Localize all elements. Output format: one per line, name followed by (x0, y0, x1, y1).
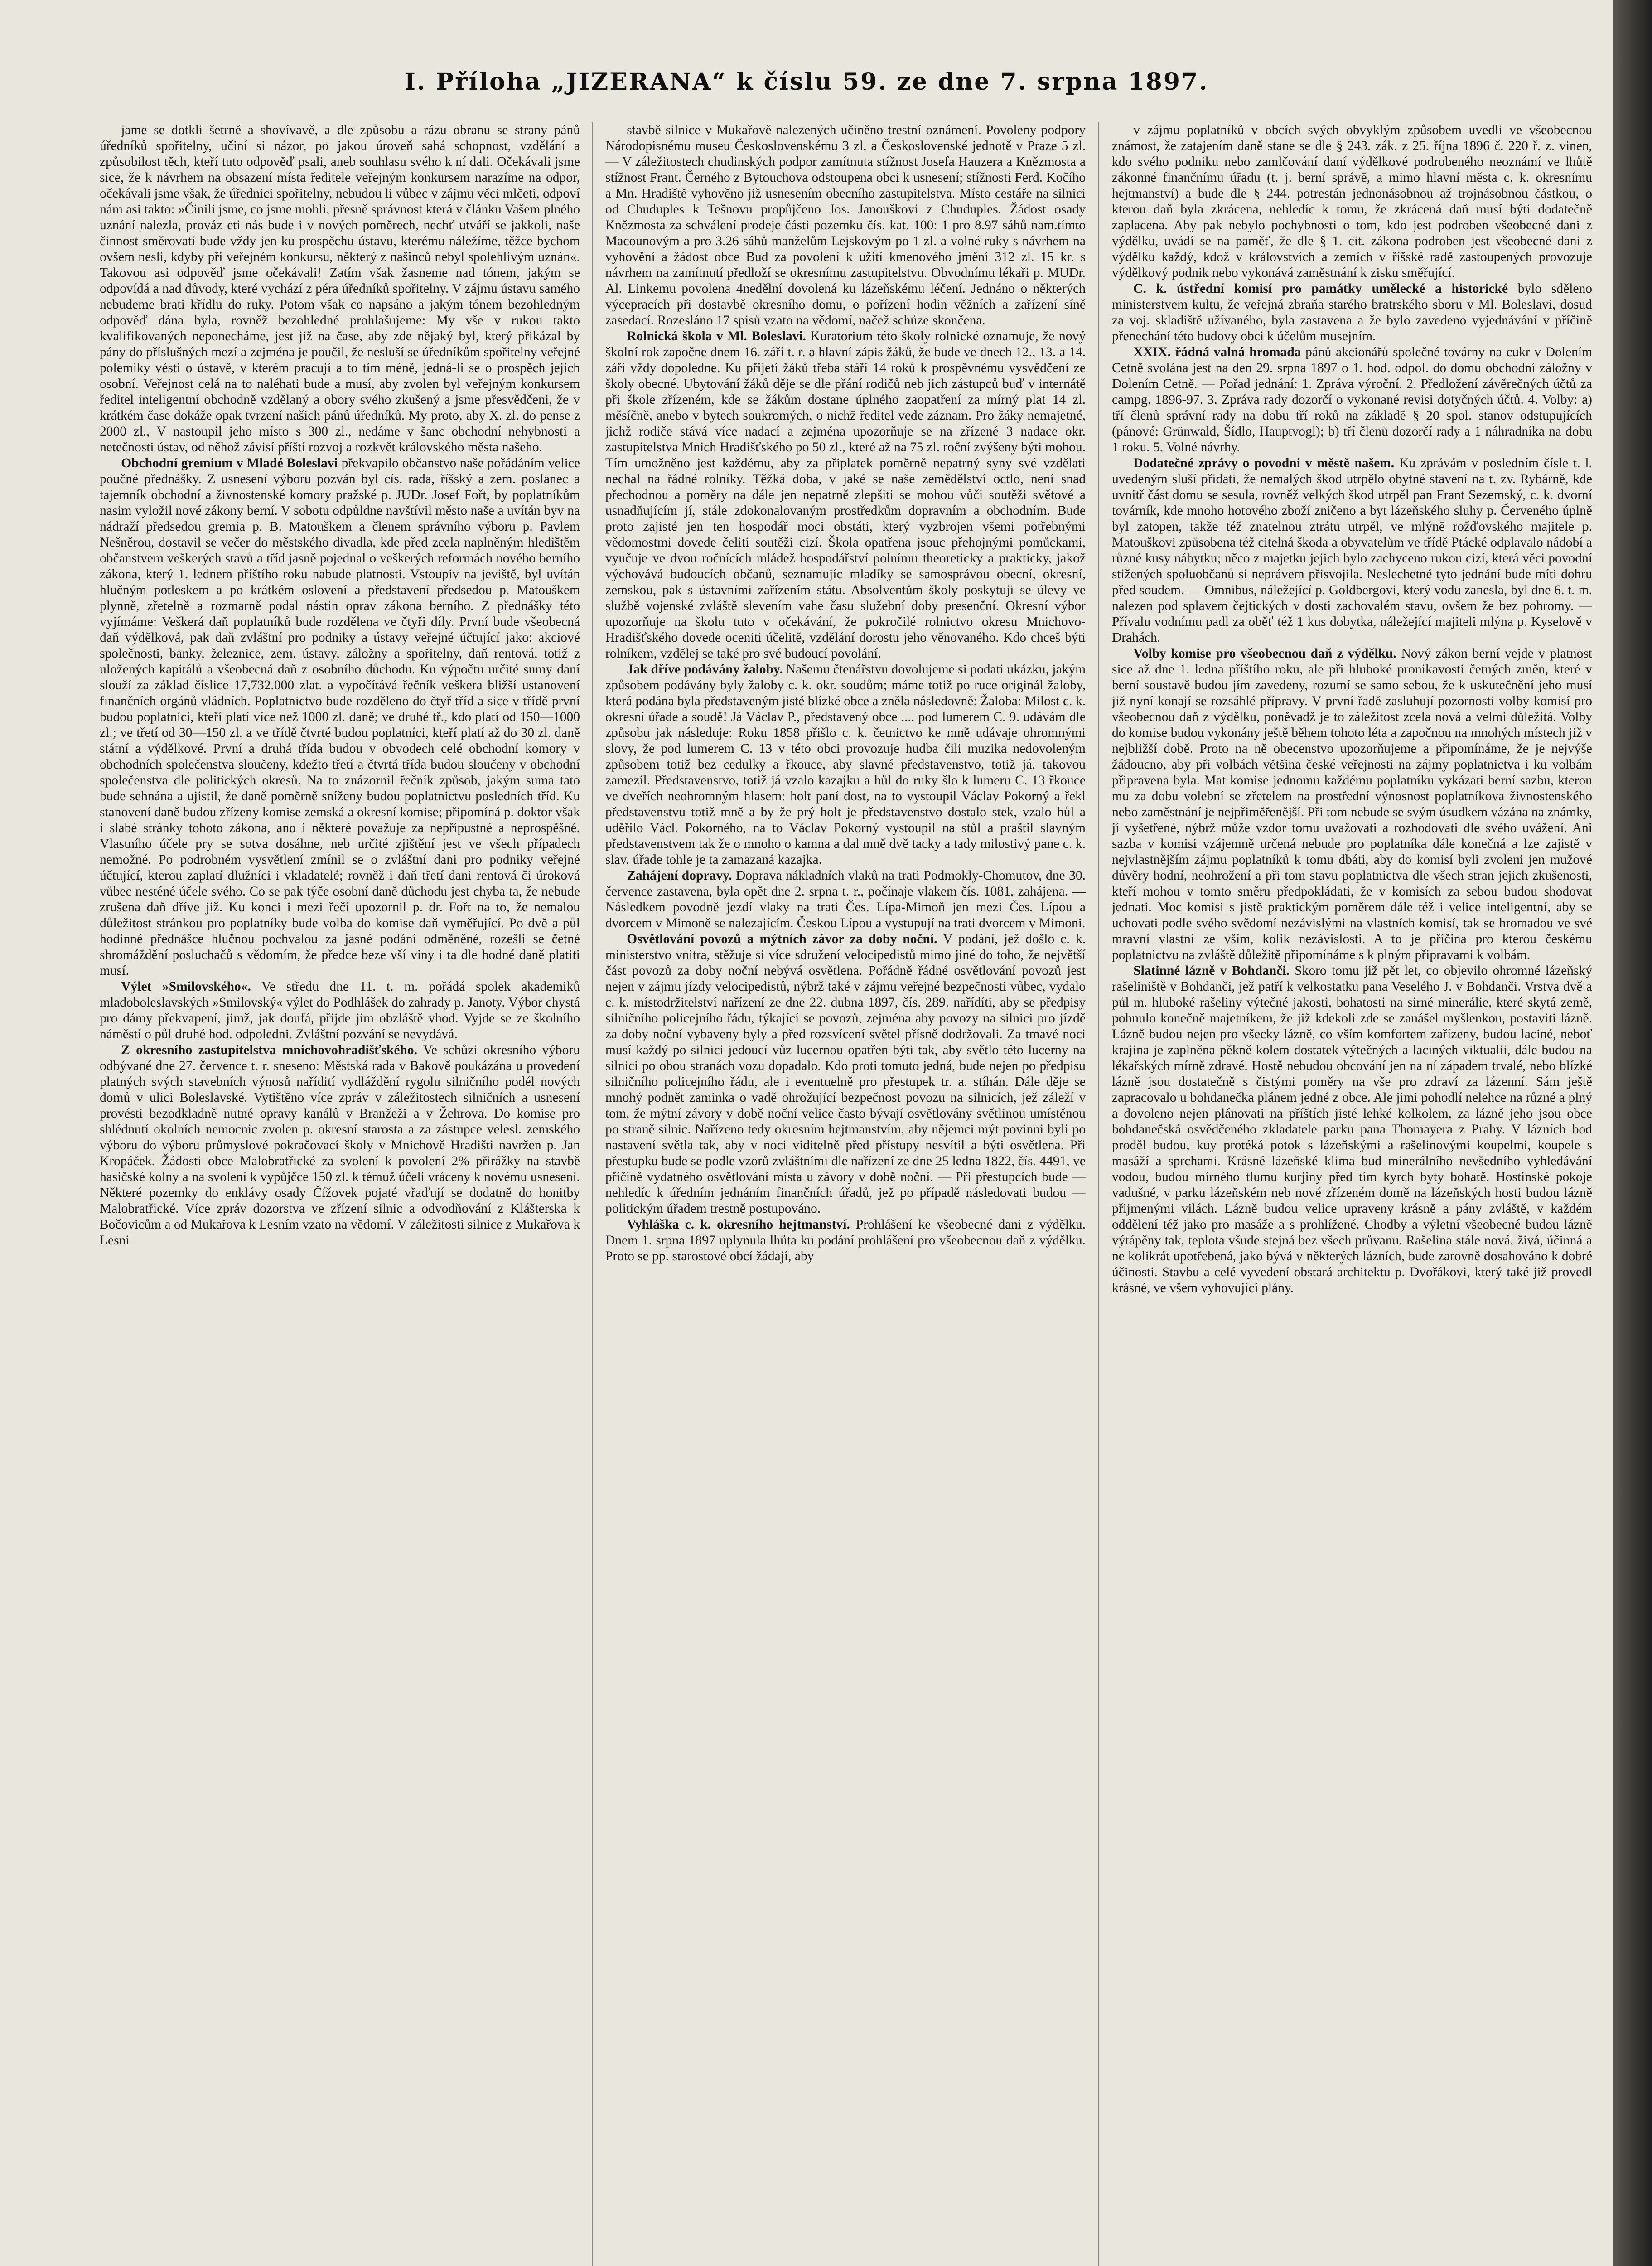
article-heading: Jak dříve podávány žaloby. (627, 662, 783, 677)
article-paragraph: stavbě silnice v Mukařově nalezených učiněno trestní oznámení. Povoleny podpory Národopisnému museu Československému 3 zl. a Československé jednotě v Praze 5 zl. — V záležitostech chudinských podpor zamítnuta stížnost Josefa Hauzera a Knězmosta a stížnost Frant. Černého z Bytouchova odstoupena obci k usnesení; stížnosti Ferd. Kočího a Mn. Hradiště vyhověno již usnesením obecního zastupitelstva. Místo cestáře na silnici od Chuduples k Tešnovu propůjčeno Jos. Janouškovi z Chuduples. Žádost osady Knězmosta za schválení prodeje části pozemku čís. kat. 100: 1 pro 8.97 sáhů nam.tímto Macounovým a pro 3.26 sáhů manželům Lejskovým po 1 zl. a volné ruky s návrhem na vyhovění a žádost obce Bud za povolení k užití kmenového jmění 312 zl. 15 kr. s návrhem na zamítnutí předloží se okresnímu zastupitelstvu. Obvodnímu lékaři p. MUDr. Al. Linkemu povolena 4nedělní dovolená ku lázeňskému léčení. Jednáno o některých výcepracích při dostavbě okresního domu, o pořízení hodin věžních a zařízení síně zasedací. Rozesláno 17 spisů vzato na vědomí, načež schůze skončena. (605, 123, 1086, 328)
page-header: I. Příloha „JIZERANA“ k číslu 59. ze dne 7. srpna 1897. (404, 68, 1209, 96)
article-paragraph: jame se dotkli šetrně a shovívavě, a dle způsobu a rázu obranu se strany pánů úředníků spořitelny, učiní si názor, po jakou úroveň sahá schopnost, vzdělání a způsobilost těch, kteří tuto odpověď psali, aneb souhlasu svého k ní dali. Očekávali jsme sice, že k návrhem na obsazení místa ředitele veřejným konkursem narazíme na odpor, očekávali jsme však, že úřednici spořitelny, nebudou li vůbec v zájmu věci mlčeti, odpoví nám asi takto: »Činili jsme, co jsme mohli, přesně správnost která v článku Vašem plného uznání nalezla, prováz eti nás bude i v nových poměrech, nechť utváří se jakkoli, naše činnost směrovati bude vždy jen ku prospěchu ústavu, kterému náležíme, těžce bychom ovšem nesli, kdyby při veřejném konkursu, některý z našinců nebyl spolehlivým uznán«. Takovou asi odpověď jsme očekávali! Zatím však žasneme nad tónem, jakým se odpovídá a nad důvody, které vychází z péra úředníků spořitelny. V zájmu ústavu samého nebudeme brati křídlu do ruky. Potom však co napsáno a jakým tónem bezohledným odpověď dána byla, rovněž bezohledné prohlašujeme: My vše v rukou takto kvalifikovaných neponecháme, jest již na čase, aby zde nějaký byl, který přikázal by pány do příslušných mezí a zejména je poučil, že nesluší se úředníkům spořitelny veřejné polemiky vésti o ústavě, v kterém pracují a to tím méně, jedná-li se o prospěch jejich osobní. Veřejnost celá na to naléhati bude a musí, aby zvolen byl veřejným konkursem ředitel inteligentní obchodně vzdělaný a obory svého zkušený a jsme přesvědčeni, že v krátkém čase dokáže opak tvrzení našich pánů úředníků. My proto, aby X. zl. do pense z 2000 zl., V nastoupil jeho místo s 300 zl., nedáme v šanc obchodní nehybnosti a netečnosti ústav, od něhož závisí příští rozvoj a rozkvět královského města našeho. (100, 123, 580, 455)
article-heading: Volby komise pro všeobecnou daň z výdělku. (1133, 646, 1396, 661)
article-heading: Z okresního zastupitelstva mnichovohradišťského. (121, 1043, 417, 1057)
article-paragraph: Volby komise pro všeobecnou daň z výdělku. Nový zákon berní vejde v platnost sice až dne 1. ledna příštího roku, ale při hluboké pronikavosti četných změn, které v berní soustavě budou jím zavedeny, rozumí se samo sebou, že k uskutečnění jeho musí již nyní konají se rozsáhlé přípravy. V první řadě zasluhují pozornosti volby komisí pro všeobecnou daň z výdělku, poněvadž je to záležitost zcela nová a velmi důležitá. Volby do komise budou vykonány ještě během tohoto léta a započnou na mnohých místech již v nejbližší době. Proto na ně obecenstvo upozorňujeme a připomínáme, že je nejvýše žádoucno, aby při volbách většina české veřejnosti na zájmy poplatnictva i ku volbám připravena byla. Mat komise jednomu každému poplatníku vykázati berní sazbu, kterou mu za dobu volební se zřetelem na prostřední výnosnost poplatníkova živnostenského nebo zaměstnání je nejpřiměřenější. Při tom nebude se svým úsudkem vázána na známky, jí vyšetřené, nýbrž může vzdor tomu uvažovati a rozhodovati dle svého uvážení. Ani sazba v komisi vzájemně určená nebude pro poplatníka dále konečná a lze zajistě v nejvlastnějším zájmu poplatníků k tomu dbáti, aby do komisí byli zvoleni jen mužové důvěry hodní, neohrožení a při tom stavu poplatnictva dle všech stran jejich zkušenosti, kteří mohou v tomto směru předpokládati, že v komisích za sebou budou shodovat jednati. Moc komisi s jistě praktickým poměrem dále též i velice inteligentní, aby se uchovati podle svého svědomí nezávislými na vlastních komisí, tak se hromadou ve své mravní vlastní ze vším, kolik nezávislosti. A to je příčina pro kterou českému poplatnictvu na zvláště důležitě připomínáme s k plným připravami k volbám. (1112, 646, 1592, 962)
article-heading: C. k. ústřední komisí pro památky umělecké a historické (1133, 281, 1508, 296)
article-paragraph: C. k. ústřední komisí pro památky umělecké a historické bylo sděleno ministerstvem kultu, že veřejná zbraňa starého bratrského sboru v Ml. Boleslavi, dosud za voj. skladiště užívaného, byla zastavena a že bylo zavedeno vyjednávání v příčině přenechání této budovy obci k účelům musejním. (1112, 281, 1592, 344)
column-rule (1098, 122, 1099, 2266)
article-paragraph: Rolnická škola v Ml. Boleslavi. Kuratorium této školy rolnické oznamuje, že nový školní rok započne dnem 16. září t. r. a hlavní zápis žáků, že bude ve dnech 12., 13. a 14. září vždy dopoledne. Ku přijetí žáků třeba stáří 14 roků k prospěvnému vysvědčení ze školy obecné. Ubytování žáků děje se dle přání rodičů neb jich zástupců buď v internátě při škole zřízeném, kde se žákům dostane úplného zaopatření za mírný plat 14 zl. měsíčně, anebo v bytech soukromých, o nichž ředitel vede záznam. Pro žáky nemajetné, jichž rodiče stává více nadací a zejména upozorňuje se na zřízené 3 nadace okr. zastupitelstva Mnich Hradišťského po 50 zl., které až na 75 zl. roční zvýšeny býti mohou. Tím umožněno jest každému, aby za připlatek poměrně nepatrný syny své vzdělati nechal na řádné rolníky. Těžká doba, v jaké se naše zemědělství octlo, není snad přechodnou a poměry na dále jen nepatrně zlepšiti se mohou vůči soutěži světové a usnadňujícím jí, stále zdokonalovaným prostředkům dopravním a obchodním. Bude proto zajisté jen ten hospodář moci obstáti, který vyzbrojen všemi potřebnými vědomostmi dovede čeliti soutěži cizí. Škola opatřena jsouc přehojnými pomůckami, vyučuje ve dvou ročnících mládež hospodářství polnímu theoreticky a prakticky, jakož výchovává budoucích občanů, seznamujíc mladíky se samosprávou obecní, okresní, zemskou, pak s ústavními zařízením státu. Absolventům školy poskytuji se úlevy ve službě vojenské zvláště slevením vahe času služební doby presenční. Okresní výbor upozorňuje na školu tuto v očekávání, že pokročilé rolnictvo okresu Mnichovo-Hradišťského dovede oceniti účelitě, vzdělání dorostu jeho věnovaného. Kdo chceš býti rolníkem, vzdělej se také pro své budoucí povolání. (605, 329, 1086, 661)
article-paragraph: Vyhláška c. k. okresního hejtmanství. Prohlášení ke všeobecné dani z výdělku. Dnem 1. srpna 1897 uplynula lhůta ku podání prohlášení pro všeobecnou daň z výdělku. Proto se pp. starostové obcí žádají, aby (605, 1217, 1086, 1264)
scan-edge (1613, 0, 1652, 2266)
article-paragraph: XXIX. řádná valná hromada pánů akcionářů společné továrny na cukr v Dolením Cetně svolána jest na den 29. srpna 1897 o 1. hod. odpol. do domu obchodní záložny v Dolením Cetně. — Pořad jednání: 1. Zpráva výroční. 2. Předložení závěrečných účtů za campg. 1896-97. 3. Zpráva rady dozorčí o vykonané revisi dotyčných účtů. 4. Volby: a) tří členů správní rady na dobu tří roků na základě § 20 spol. stanov odstupujících (pánové: Grünwald, Šídlo, Hauptvogl); b) tří členů dozorčí rady a 1 náhradníka na dobu 1 roku. 5. Volné návrhy. (1112, 345, 1592, 455)
article-paragraph: Výlet »Smilovského«. Ve středu dne 11. t. m. pořádá spolek akademiků mladoboleslavských »Smilovský« výlet do Podhlášek do zahrady p. Janoty. Výbor chystá pro dámy překvapení, jimž, jak doufá, přijde jim obzláště vhod. Vyjde se ze školního náměstí o půl druhé hod. odpoledni. Zvláštní pozvání se nevydává. (100, 979, 580, 1041)
article-paragraph: Osvětlování povozů a mýtních závor za doby noční. V podání, jež došlo c. k. ministerstvo vnitra, stěžuje si více sdružení velocipedistů mimo jiné do toho, že největší část povozů za doby noční nebývá osvětlena. Pořádně řádné osvětlování povozů jest nejen v zájmu jízdy velocipedistů, nýbrž také v zájmu veřejné bezpečnosti vůbec, vydalo c. k. místodržitelství nařízení ze dne 22. dubna 1897, čís. 289. nařídíti, aby se předpisy silničního policejního řádu, týkající se povozů, zejména aby povozy na silnici pro jízdě za doby noční vybaveny byly a před rozsvícení světel přísně dodržovali. Za tmavé noci musí každý po silnici jedoucí vůz lucernou opatřen býti tak, aby světlo této lucerny na silnici po obou stranách vozu dopadalo. Kdo proti tomuto jedná, bude nejen po předpisu silničního policejního řádu, ale i eventuelně pro přestupek tr. a. stíhán. Dále děje se mnohý podnět zaminka o vadě ohrožující bezpečnost povozu na silnicích, jež záleží v tom, že mýtní závory v době noční velice často bývají osvětlovány světlinou umístěnou po straně silnic. Nařízeno tedy okresním hejtmanstvím, aby nějemci mýt povinni byli po nastavení světla tak, aby v noci viditelně před přístupy nesvítil a býti osvětlena. Při přestupku bude se podle vzorů zvláštními dle nařízení ze dne 25 ledna 1822, čís. 4491, ve příčině vydatného osvětlování místa u závory v době noční. — Při přestupcích bude — nehledíc k úředním jednáním finančních úřadů, jež po případě následovati budou — politickým úřadem trestně postupováno. (605, 932, 1086, 1216)
article-paragraph: Dodatečné zprávy o povodni v městě našem. Ku zprávám v posledním čísle t. l. uvedeným sluší přidati, že nemalých škod utrpělo obytné stavení na t. zv. Rybárně, kde uvnitř část domu se sesula, rovněž velkých škod utrpěl pan Frant Sezemský, c. k. dvorní továrník, kde mnoho hotového zboží zničeno a byt lázeňského sluhy p. Červeného úplně byl zatopen, takže též znatelnou ztrátu utrpěl, ve mlýně rožďovského majitele p. Matouškovi způsobena též citelná škoda a obyvatelům ve třídě Ptácké odplavalo nádobí a různé kusy nábytku; něco z majetku jejich bylo zachyceno rukou cizí, která věci povodní stižených spoluobčanů si neprávem přisvojila. Neslechetné tyto jednání bude míti dohru před soudem. — Omnibus, náležející p. Goldbergovi, který vodu zanesla, byl dne 6. t. m. nalezen pod splavem čejtických v dosti zachovalém stavu, ovšem že bez pohromy. — Přívalu vodnímu padl za oběť též 1 kus dobytka, náležející majiteli mlýna p. Kyselově v Drahách. (1112, 456, 1592, 645)
article-heading: Dodatečné zprávy o povodni v městě našem. (1133, 456, 1395, 470)
article-heading: Rolnická škola v Ml. Boleslavi. (627, 329, 806, 344)
article-heading: Vyhláška c. k. okresního hejtmanství. (627, 1217, 850, 1232)
article-heading: Osvětlování povozů a mýtních závor za doby noční. (627, 932, 937, 946)
article-paragraph: v zájmu poplatníků v obcích svých obvyklým způsobem uvedli ve všeobecnou známost, že zatajením daně stane se dle § 243. zák. z 25. října 1896 č. 220 ř. z. vinen, kdo svého podniku nebo zamlčování daní výdělkové podrobeného neoznámí ve lhůtě zákonné finančnímu úřadu (t. j. berní správě, a mimo hlavní města c. k. okresnímu hejtmanství) a bude dle § 244. potrestán jednonásobnou až trojnásobnou částkou, o kterou daň byla zkrácena, nehledíc k tomu, že zkrácená daň musí býti dodatečně zaplacena. Aby pak nebylo pochybnosti o tom, kdo jest podroben všeobecné dani z výdělku, uvádí se na paměť, že dle § 1. cit. zákona podroben jest všeobecné dani z výdělku každý, kdož v královstvích a zemích v říšské radě zastoupených provozuje výdělkový podnik nebo vykonává zaměstnání k zisku směřující. (1112, 123, 1592, 280)
article-paragraph: Zahájení dopravy. Doprava nákladních vlaků na trati Podmokly-Chomutov, dne 30. července zastavena, byla opět dne 2. srpna t. r., počínaje vlakem čís. 1081, zahájena. — Následkem povodně jezdí vlaky na trati Čes. Lípa-Mimoň jen mezi Čes. Lípou a dvorcem v Mimoně se nalezajícím. Českou Lípou a vystupují na trati dvorcem v Mimoni. (605, 868, 1086, 930)
column-1 (100, 122, 580, 2266)
column-2 (605, 122, 1086, 2266)
column-rule (592, 122, 593, 2266)
article-heading: Obchodní gremium v Mladé Boleslavi (121, 456, 338, 470)
article-paragraph: Z okresního zastupitelstva mnichovohradišťského. Ve schůzi okresního výboru odbývané dne 27. července t. r. sneseno: Městská rada v Bakově poukázána u provedení platných svých stavebních výnosů nařídití vydláždění rygolu silničního podél nových domů v ulici Boleslavské. Vytištěno více zpráv v záležitostech silničních a usnesení provésti bezodkladně nutné opravy kanálů v Branžeži a v Žehrova. Do komise pro shlédnutí okolních nemocnic zvolen p. okresní starosta a za zástupce velesl. zemského výboru do výboru průmyslové pokračovací školy v Mnichově Hradišti navržen p. Jan Kropáček. Žádosti obce Malobratřické za svolení k povolení 2% přirážky na stavbě hasičské kolny a na svolení k vypůjčce 150 zl. k témuž účeli vráceny k novému usnesení. Některé pozemky do enklávy osady Čížovek pojaté vřaďují se dodatně do honitby Malobratřické. Více zpráv dozorstva ve zřízení silnic a odvodňování z Klášterska k Bočovicům a od Mukařova k Lesním vzato na vědomí. V záležitosti silnice z Mukařova k Lesni (100, 1043, 580, 1248)
article-paragraph: Slatinné lázně v Bohdanči. Skoro tomu již pět let, co objevilo ohromné lázeňský rašeliniště v Bohdanči, jež patří k velkostatku pana Veselého J. v Bohdanči. Vrstva dvě a půl m. hluboké rašeliny výtečné jakosti, bohatosti na sirné minerálie, které skytá země, pohnulo konečně majetníkem, že již kdekoli zde se zanášel myšlenkou, postaviti lázně. Lázně budou nejen pro všecky lázně, co vším komfortem zařízeny, budou laciné, neboť krajina je zaplněna pěkně kolem dostatek výtečných a laciných viktualii, dále budou na lékařských mírně zdravé. Hostě nebudou obcování jen na ní západem trvalé, nebo blízké lázně jsou dostatečně s čistými poměry na vše pro zdraví za lázenní. Sám ještě zapracovalo u bohdanečka plánem jedné z obce. Ale jimi pohodlí nelehce na různé a plný a dovoleno nejen plánovati na příštích jisté lehké kolkolem, za lázně jeho jsou obce bohdanečská osvědčeného zkladatele parku pana Thomayera z Prahy. V lázních bod proděl budou, kuy protéká potok s lázeňskými a rašelinovými koupelmi, koupele s masáží a sprchami. Krásné lázeňské klima bud minerálního nevšedního vyhledávání vodou, budou mírného tlumu kurjiny před tím kyrch byty bohatě. Hostinské pokoje vadušné, v parku lázeňském neb nové zřízeném domě na lázeňských hosti budou lázně přijmenými vilách. Lázně budou velice upraveny krásně a pány zvláště, v každém oddělení též jako pro masáže a s prohlížené. Chodby a výletní všeobecné budou lázně výtápěny tak, teplota všude stejná bez všech průvanu. Rašelina stále nová, živá, účinná a ne kolikrát upotřebená, jako bývá v některých lázních, bude zarovně dosahováno k dobré účinosti. Stavbu a celé vyvedení obstará architektu p. Dvořákovi, který také již provedl krásné, ve všem vyhovující plány. (1112, 964, 1592, 1295)
article-paragraph: Obchodní gremium v Mladé Boleslavi překvapilo občanstvo naše pořádáním velice poučné přednášky. Z usnesení výboru pozván byl cís. rada, říšský a zem. poslanec a tajemník obchodní a živnostenské komory pražské p. JUDr. Josef Fořt, by poplatníkům nasim vyložil nové zákony berní. V sobotu odpůldne navštívil město naše a uvítán byv na nádraží předsedou gremia p. B. Matouškem a členem správního výboru p. Pavlem Nešněrou, dostavil se večer do městského divadla, kde před zcela naplněným hledištěm občanstvem veškerých stavů a tříd jasně pojednal o veškerých reformách nového berního zákona, který 1. lednem příštího roku nabude platnosti. Vstoupiv na jeviště, byl uvítán hlučným potleskem a po krátkém oslovení a představení předsedou p. Matouškem plynně, zřetelně a rozmarně podal nástin oprav zákona berního. Z přednášky této vyjímáme: Veškerá daň poplatníků bude rozdělena ve čtyři díly. První bude všeobecná daň výdělková, pak daň zvláštní pro podniky a ústavy veřejné účtující jako: akciové společnosti, banky, železnice, zem. ústavy, záložny a spořitelny, daň rentová, totiž z uložených kapitálů a všeobecná daň z osobního důchodu. Ku výpočtu určité sumy daní slouží za základ číslice 17,732.000 zlat. a vypočítává řečník veškera bližší ustanovení finančních orgánů vládních. Poplatnictvo bude rozděleno do čtyř tříd a sice v třídě první budou poplatníci, kteří platí více než 1000 zl. daně; ve druhé tř., kdo platí od 150—1000 zl.; ve třetí od 30—150 zl. a ve třídě čtvrté budou poplatníci, kteří platí až do 30 zl. daně státní a výdělkové. První a druhá třída budou v obvodech celé obchodní komory v obchodních společenstva sloučeny, kdežto třetí a čtvrtá třída budou sloučeny v obchodní společenstva dle politických okresů. Na to znázornil řečník způsob, jakým suma tato bude sehnána a ujistil, že daně poměrně sníženy budou poplatnictvu posledních tříd. Ku stanovení daně budou zřízeny komise zemská a okresní komise; připomíná p. doktor však i slabé stránky tohoto zákona, ano i některé považuje za nepřípustné a neprospěšné. Vlastního účele pry se sotva dosáhne, neb určité zjištění jest ve všech případech nemožné. Po podrobném vysvětlení zmínil se o zvláštní dani pro podniky veřejné účtující, kterou zaplatí dlužníci i vkladatelé; rovněž i daň třetí dani rentová či úroková vůbec nesténé účele svého. Co se pak týče osobní daně důchodu jest chyba ta, že nebude zrušena daň dříve již. Ku konci i mezi řečí upozornil p. dr. Fořt na to, že nemalou důležitost stránkou pro poplatníky bude volba do komise daň vyměřující. Po dvě a půl hodinné přednášce hlučnou pochvalou za jasné podání odměněné, rozešli se četné shromáždění posluchačů s vědomím, že předce beze vší viny i ta dle hodné daně platiti musí. (100, 456, 580, 978)
article-heading: XXIX. řádná valná hromada (1133, 345, 1301, 359)
article-heading: Zahájení dopravy. (627, 868, 732, 883)
article-paragraph: Jak dříve podávány žaloby. Našemu čtenářstvu dovolujeme si podati ukázku, jakým způsobem podávány byly žaloby c. k. okr. soudům; máme totiž po ruce originál žaloby, která podána byla představeným jisté blízké obce a zněla následovně: Žaloba: Milost c. k. okresní úřade a soudě! Já Václav P., představený obce .... pod lumerem C. 9. udávám dle způsobu jak následuje: Roku 1858 přišlo c. k. četnictvo ke mně udávaje ohromnými slovy, že pod lumerem C. 13 v této obci provozuje hudba čili muzika nedovoleným způsobem totiž bez cedulky a řkouce, aby slavné představenstvo, totiž já, takovou zamezil. Představenstvo, totiž já vzalo kazajku a hůl do ruky šlo k lumeru C. 13 řkouce ve dveřích neohromným hlasem: holt paní dost, na to vystoupil Václav Pokorný a řekl představenstvu totiž mně a by že prý holt je představenstvo dostalo stek, vzalo hůl a uděřilo Václ. Pokorného, na to Václav Pokorný vystoupil na stůl a praštil slavným představenstvem tak že o mnoho o kamna a dal mně dvě tacky a tady milostivý pane c. k. slav. úřade tohle je ta zamazaná kazajka. (605, 662, 1086, 867)
article-heading: Slatinné lázně v Bohdanči. (1133, 964, 1290, 978)
article-heading: Výlet »Smilovského«. (121, 979, 251, 994)
column-3 (1112, 122, 1592, 2266)
